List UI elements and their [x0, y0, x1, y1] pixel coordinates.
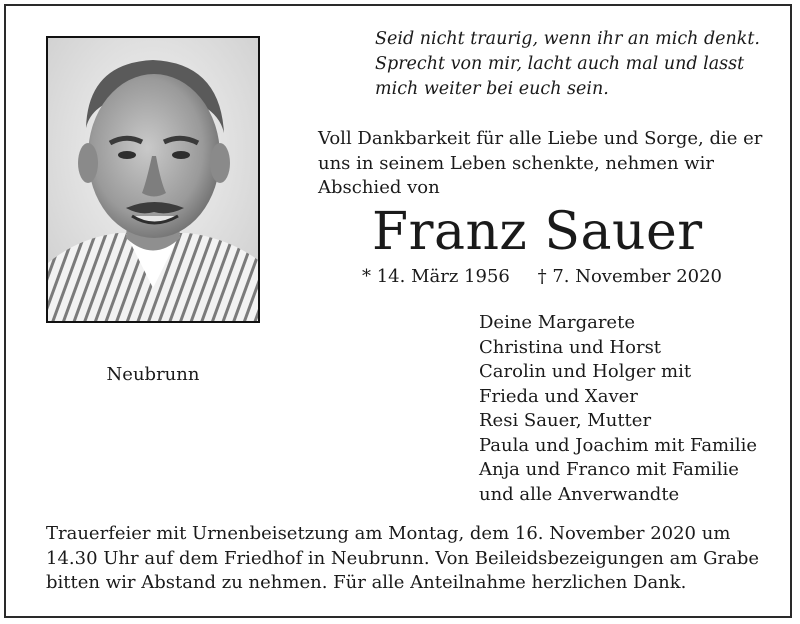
intro-line: Voll Dankbarkeit für alle Liebe und Sorge, die er: [318, 128, 763, 149]
mourner-entry: Paula und Joachim mit Familie: [479, 434, 758, 456]
mourner-entry: Anja und Franco mit Familie: [479, 459, 739, 480]
quote-line: mich weiter bei euch sein.: [375, 79, 609, 99]
mourner-entry: Frieda und Xaver: [479, 385, 638, 407]
mourner-entry: und alle Anverwandte: [479, 483, 680, 505]
mourner-entry: Deine Margarete: [479, 312, 635, 333]
life-dates: [362, 265, 782, 289]
memorial-quote: [375, 27, 785, 102]
birth-date: * 14. März 1956: [362, 266, 510, 287]
quote-line: Seid nicht traurig, wenn ihr an mich denkt.: [375, 29, 760, 49]
funeral-info-line: 14.30 Uhr auf dem Friedhof in Neubrunn. Von Beileidsbezeigungen am Grabe: [46, 547, 760, 569]
intro-line: Abschied von: [318, 177, 440, 198]
mourner-entry: Resi Sauer, Mutter: [479, 410, 652, 431]
mourner-entry: Christina und Horst: [479, 336, 662, 358]
residence-place: Neubrunn: [106, 364, 200, 385]
deceased-name: Franz Sauer: [372, 202, 703, 262]
funeral-info-line: bitten wir Abstand zu nehmen. Für alle Anteilnahme herzlichen Dank.: [46, 572, 687, 593]
funeral-info-line: Trauerfeier mit Urnenbeisetzung am Montag, dem 16. November 2020 um: [46, 523, 731, 544]
funeral-info: [46, 522, 786, 596]
portrait-photo: [46, 36, 260, 323]
mourners-list: [479, 311, 789, 507]
quote-line: Sprecht von mir, lacht auch mal und lasst: [375, 54, 745, 74]
intro-text: [318, 127, 788, 201]
intro-line: uns in seinem Leben schenkte, nehmen wir: [318, 152, 715, 174]
death-date: † 7. November 2020: [537, 266, 722, 287]
mourner-entry: Carolin und Holger mit: [479, 361, 692, 382]
